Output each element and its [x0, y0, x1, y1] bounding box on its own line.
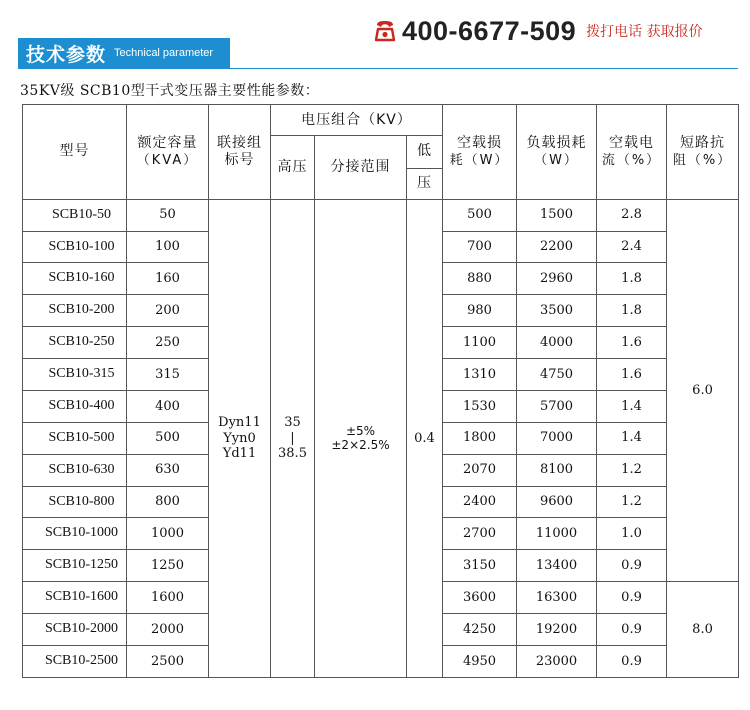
cell-no-load-current: 0.9 — [597, 645, 667, 677]
cell-model: SCB10-800 — [23, 486, 127, 518]
header-voltage-group: 电压组合（KV） — [271, 105, 443, 136]
cell-low-voltage: 0.4 — [407, 199, 443, 677]
cell-no-load-current: 1.6 — [597, 359, 667, 391]
cell-load-loss: 3500 — [517, 295, 597, 327]
header-no-load-current: 空载电 流（%） — [597, 105, 667, 200]
section-divider — [18, 68, 738, 69]
cell-no-load-loss: 4950 — [443, 645, 517, 677]
cell-load-loss: 8100 — [517, 454, 597, 486]
phone-call-to-action[interactable]: 拨打电话 获取报价 — [586, 24, 703, 40]
cell-connection-group: Dyn11 Yyn0 Yd11 — [209, 199, 271, 677]
cell-no-load-loss: 2400 — [443, 486, 517, 518]
header-low-voltage-2: 压 — [407, 168, 443, 199]
cell-load-loss: 11000 — [517, 518, 597, 550]
section-title-bar — [18, 38, 230, 68]
cell-model: SCB10-1600 — [23, 582, 127, 614]
cell-load-loss: 7000 — [517, 422, 597, 454]
cell-no-load-loss: 3600 — [443, 582, 517, 614]
cell-no-load-loss: 2700 — [443, 518, 517, 550]
cell-capacity: 2500 — [127, 645, 209, 677]
cell-no-load-current: 1.8 — [597, 263, 667, 295]
cell-capacity: 100 — [127, 231, 209, 263]
cell-capacity: 1000 — [127, 518, 209, 550]
cell-no-load-current: 2.8 — [597, 199, 667, 231]
cell-no-load-loss: 2070 — [443, 454, 517, 486]
cell-no-load-loss: 1530 — [443, 390, 517, 422]
cell-load-loss: 23000 — [517, 645, 597, 677]
cell-load-loss: 13400 — [517, 550, 597, 582]
cell-model: SCB10-250 — [23, 327, 127, 359]
header-impedance: 短路抗 阻（%） — [667, 105, 739, 200]
cell-model: SCB10-160 — [23, 263, 127, 295]
cell-capacity: 2000 — [127, 614, 209, 646]
cell-capacity: 1250 — [127, 550, 209, 582]
cell-no-load-loss: 500 — [443, 199, 517, 231]
cell-capacity: 400 — [127, 390, 209, 422]
cell-load-loss: 19200 — [517, 614, 597, 646]
page-header — [0, 0, 750, 72]
cell-model: SCB10-400 — [23, 390, 127, 422]
cell-no-load-current: 1.0 — [597, 518, 667, 550]
cell-capacity: 250 — [127, 327, 209, 359]
cell-no-load-loss: 980 — [443, 295, 517, 327]
cell-model: SCB10-1000 — [23, 518, 127, 550]
cell-no-load-current: 1.4 — [597, 390, 667, 422]
cell-no-load-current: 1.6 — [597, 327, 667, 359]
cell-no-load-current: 0.9 — [597, 582, 667, 614]
section-subtitle: Technical parameter — [114, 47, 214, 59]
cell-no-load-loss: 880 — [443, 263, 517, 295]
cell-no-load-current: 0.9 — [597, 614, 667, 646]
cell-model: SCB10-2000 — [23, 614, 127, 646]
cell-no-load-loss: 1310 — [443, 359, 517, 391]
cell-load-loss: 2960 — [517, 263, 597, 295]
cell-load-loss: 5700 — [517, 390, 597, 422]
cell-load-loss: 9600 — [517, 486, 597, 518]
cell-capacity: 500 — [127, 422, 209, 454]
cell-model: SCB10-200 — [23, 295, 127, 327]
cell-no-load-loss: 700 — [443, 231, 517, 263]
table-caption: 35KV级 SCB10型干式变压器主要性能参数： — [20, 83, 320, 99]
phone-number[interactable]: 400-6677-509 — [402, 15, 577, 46]
cell-model: SCB10-500 — [23, 422, 127, 454]
cell-capacity: 50 — [127, 199, 209, 231]
cell-model: SCB10-1250 — [23, 550, 127, 582]
cell-capacity: 630 — [127, 454, 209, 486]
cell-model: SCB10-50 — [23, 199, 127, 231]
cell-capacity: 315 — [127, 359, 209, 391]
cell-no-load-loss: 4250 — [443, 614, 517, 646]
cell-no-load-current: 1.2 — [597, 486, 667, 518]
cell-load-loss: 2200 — [517, 231, 597, 263]
cell-capacity: 160 — [127, 263, 209, 295]
cell-no-load-current: 2.4 — [597, 231, 667, 263]
spec-table — [22, 104, 739, 678]
header-model: 型号 — [23, 105, 127, 200]
cell-model: SCB10-100 — [23, 231, 127, 263]
header-row-1 — [23, 105, 739, 136]
header-load-loss: 负载损耗 （W） — [517, 105, 597, 200]
header-tap-range: 分接范围 — [315, 135, 407, 199]
cell-no-load-current: 1.4 — [597, 422, 667, 454]
phone-icon — [372, 18, 398, 44]
cell-capacity: 1600 — [127, 582, 209, 614]
header-high-voltage: 高压 — [271, 135, 315, 199]
header-low-voltage-1: 低 — [407, 135, 443, 168]
cell-no-load-loss: 1100 — [443, 327, 517, 359]
phone-contact[interactable] — [372, 14, 703, 48]
cell-impedance-b: 8.0 — [667, 582, 739, 678]
section-title: 技术参数 — [26, 43, 107, 66]
cell-no-load-loss: 1800 — [443, 422, 517, 454]
cell-capacity: 800 — [127, 486, 209, 518]
cell-tap-range: ±5% ±2×2.5% — [315, 199, 407, 677]
cell-no-load-current: 0.9 — [597, 550, 667, 582]
header-connection-group: 联接组 标号 — [209, 105, 271, 200]
cell-impedance-a: 6.0 — [667, 199, 739, 582]
table-row — [23, 199, 739, 231]
header-capacity: 额定容量 （KVA） — [127, 105, 209, 200]
cell-high-voltage: 35 | 38.5 — [271, 199, 315, 677]
cell-no-load-loss: 3150 — [443, 550, 517, 582]
cell-load-loss: 4000 — [517, 327, 597, 359]
cell-load-loss: 4750 — [517, 359, 597, 391]
cell-model: SCB10-630 — [23, 454, 127, 486]
cell-no-load-current: 1.8 — [597, 295, 667, 327]
cell-capacity: 200 — [127, 295, 209, 327]
cell-load-loss: 1500 — [517, 199, 597, 231]
cell-load-loss: 16300 — [517, 582, 597, 614]
header-no-load-loss: 空载损 耗（W） — [443, 105, 517, 200]
cell-no-load-current: 1.2 — [597, 454, 667, 486]
cell-model: SCB10-2500 — [23, 645, 127, 677]
cell-model: SCB10-315 — [23, 359, 127, 391]
